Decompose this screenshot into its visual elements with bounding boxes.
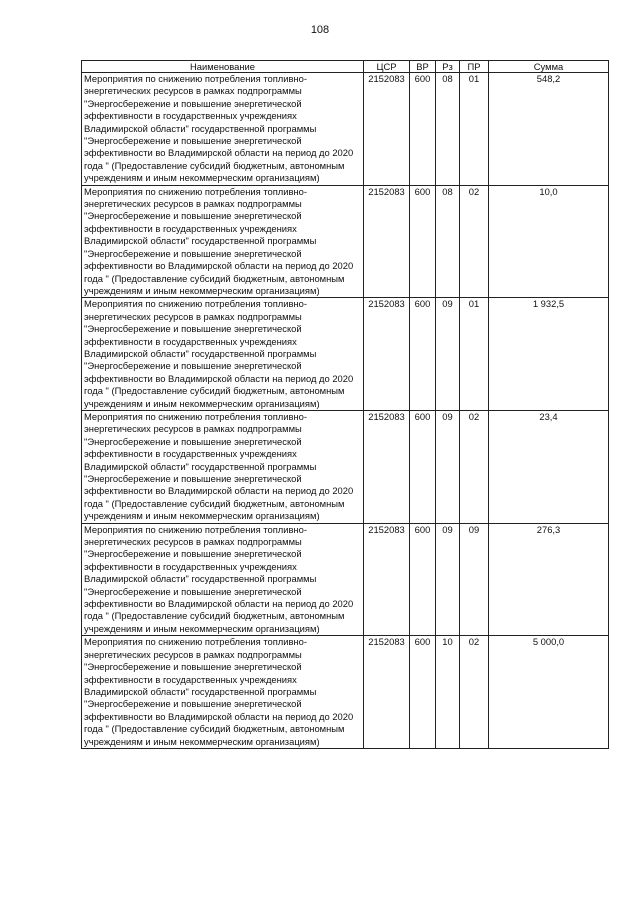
header-vr: ВР <box>410 61 436 73</box>
row-rz: 08 <box>436 185 460 298</box>
row-sum: 23,4 <box>489 410 609 523</box>
budget-table <box>81 60 609 749</box>
table-row <box>82 185 609 298</box>
row-vr: 600 <box>410 410 436 523</box>
row-name: Мероприятия по снижению потребления топливно-энергетических ресурсов в рамках подпрограммы "Энергосбережение и повышение энергетической эффективности в государственных учреждениях Владимирской области" государственной программы "Энергосбережение и повышение энергетической эффективности во Владимирской области на период до 2020 года " (Предоставление субсидий бюджетным, автономным учреждениям и иным некоммерческим организациям) <box>82 410 364 523</box>
table-row <box>82 410 609 523</box>
row-vr: 600 <box>410 523 436 636</box>
row-rz: 10 <box>436 636 460 749</box>
row-sum: 10,0 <box>489 185 609 298</box>
row-name: Мероприятия по снижению потребления топливно-энергетических ресурсов в рамках подпрограммы "Энергосбережение и повышение энергетической эффективности в государственных учреждениях Владимирской области" государственной программы "Энергосбережение и повышение энергетической эффективности во Владимирской области на период до 2020 года " (Предоставление субсидий бюджетным, автономным учреждениям и иным некоммерческим организациям) <box>82 185 364 298</box>
table-body <box>82 73 609 749</box>
row-pr: 02 <box>460 185 489 298</box>
row-rz: 09 <box>436 298 460 411</box>
row-name: Мероприятия по снижению потребления топливно-энергетических ресурсов в рамках подпрограммы "Энергосбережение и повышение энергетической эффективности в государственных учреждениях Владимирской области" государственной программы "Энергосбережение и повышение энергетической эффективности во Владимирской области на период до 2020 года " (Предоставление субсидий бюджетным, автономным учреждениям и иным некоммерческим организациям) <box>82 636 364 749</box>
row-csr: 2152083 <box>364 73 410 186</box>
header-sum: Сумма <box>489 61 609 73</box>
row-sum: 548,2 <box>489 73 609 186</box>
row-name: Мероприятия по снижению потребления топливно-энергетических ресурсов в рамках подпрограммы "Энергосбережение и повышение энергетической эффективности в государственных учреждениях Владимирской области" государственной программы "Энергосбережение и повышение энергетической эффективности во Владимирской области на период до 2020 года " (Предоставление субсидий бюджетным, автономным учреждениям и иным некоммерческим организациям) <box>82 73 364 186</box>
header-row <box>82 61 609 73</box>
page-number: 108 <box>310 24 330 36</box>
header-csr: ЦСР <box>364 61 410 73</box>
table-row <box>82 73 609 186</box>
row-sum: 1 932,5 <box>489 298 609 411</box>
table-header <box>82 61 609 73</box>
row-sum: 276,3 <box>489 523 609 636</box>
table-row <box>82 636 609 749</box>
row-csr: 2152083 <box>364 410 410 523</box>
row-sum: 5 000,0 <box>489 636 609 749</box>
row-pr: 01 <box>460 73 489 186</box>
row-name: Мероприятия по снижению потребления топливно-энергетических ресурсов в рамках подпрограммы "Энергосбережение и повышение энергетической эффективности в государственных учреждениях Владимирской области" государственной программы "Энергосбережение и повышение энергетической эффективности во Владимирской области на период до 2020 года " (Предоставление субсидий бюджетным, автономным учреждениям и иным некоммерческим организациям) <box>82 298 364 411</box>
row-csr: 2152083 <box>364 298 410 411</box>
header-name: Наименование <box>82 61 364 73</box>
header-rz: Рз <box>436 61 460 73</box>
row-rz: 09 <box>436 410 460 523</box>
row-csr: 2152083 <box>364 636 410 749</box>
row-rz: 08 <box>436 73 460 186</box>
header-pr: ПР <box>460 61 489 73</box>
table-row <box>82 298 609 411</box>
row-csr: 2152083 <box>364 523 410 636</box>
row-pr: 01 <box>460 298 489 411</box>
row-pr: 02 <box>460 410 489 523</box>
row-vr: 600 <box>410 298 436 411</box>
row-vr: 600 <box>410 636 436 749</box>
row-pr: 02 <box>460 636 489 749</box>
table-row <box>82 523 609 636</box>
row-vr: 600 <box>410 185 436 298</box>
row-rz: 09 <box>436 523 460 636</box>
row-pr: 09 <box>460 523 489 636</box>
row-vr: 600 <box>410 73 436 186</box>
row-name: Мероприятия по снижению потребления топливно-энергетических ресурсов в рамках подпрограммы "Энергосбережение и повышение энергетической эффективности в государственных учреждениях Владимирской области" государственной программы "Энергосбережение и повышение энергетической эффективности во Владимирской области на период до 2020 года " (Предоставление субсидий бюджетным, автономным учреждениям и иным некоммерческим организациям) <box>82 523 364 636</box>
row-csr: 2152083 <box>364 185 410 298</box>
